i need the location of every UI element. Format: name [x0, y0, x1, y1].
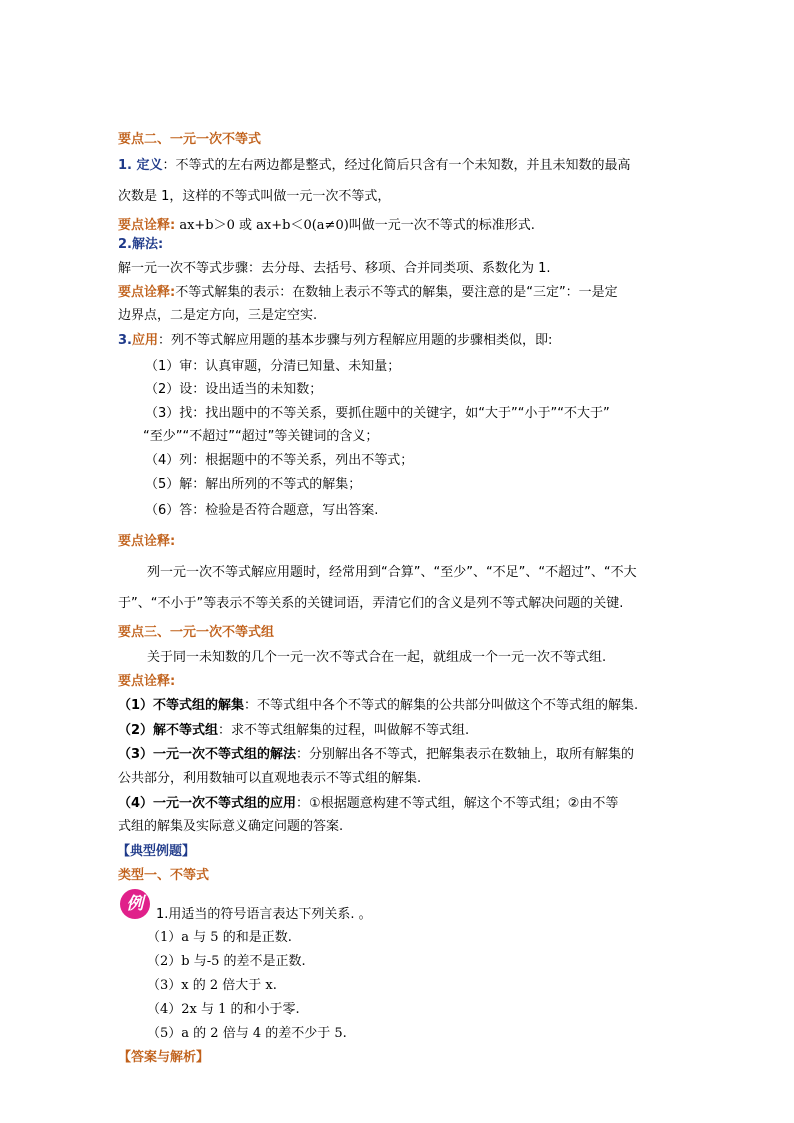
note-line — [118, 284, 618, 302]
note-item — [118, 795, 618, 813]
step-item: “至少”“不超过”“超过”等关键词的含义； — [143, 429, 379, 444]
step-item: （4）列：根据题中的不等关系，列出不等式； — [145, 453, 414, 468]
note-label: 要点诠释: — [118, 534, 176, 549]
note-item-text: ：分别解出各不等式，把解集表示在数轴上，取所有解集的 — [296, 747, 635, 762]
example-part: （3）x 的 2 倍大于 x. — [147, 978, 277, 993]
step-item: （5）解：解出所列的不等式的解集； — [145, 477, 362, 492]
note-item — [118, 746, 634, 764]
note-paragraph-line: 于”、“不小于”等表示不等关系的关键词语，弄清它们的含义是列不等式解决问题的关键. — [118, 596, 624, 611]
note-label: 要点诠释: — [118, 285, 176, 300]
note-item-label: （4）一元一次不等式组的应用 — [118, 796, 297, 811]
method-label: 2.解法: — [118, 237, 164, 252]
note-item — [118, 697, 638, 715]
definition-label: 1. 定义 — [118, 158, 163, 173]
note-text: ax+b＞0 或 ax+b＜0(a≠0)叫做一元一次不等式的标准形式. — [175, 218, 535, 233]
note-text-line-2: 边界点，二是定方向，三是定空实. — [118, 308, 318, 323]
note-item — [118, 722, 469, 740]
example-part: （5）a 的 2 倍与 4 的差不少于 5. — [147, 1026, 347, 1041]
example-type-heading: 类型一、不等式 — [118, 868, 210, 883]
application-text: ：列不等式解应用题的基本步骤与列方程解应用题的步骤相类似，即: — [158, 333, 553, 348]
example-part: （4）2x 与 1 的和小于零. — [147, 1002, 300, 1017]
step-item: （1）审：认真审题，分清已知量、未知量； — [145, 359, 401, 374]
note-item-label: （3）一元一次不等式组的解法 — [118, 747, 297, 762]
definition-text: ：不等式的左右两边都是整式，经过化简后只含有一个未知数，并且未知数的最高 — [162, 158, 631, 173]
example-question: 1.用适当的符号语言表达下列关系. 。 — [156, 907, 372, 922]
application-line — [118, 332, 552, 350]
note-text: 不等式解集的表示：在数轴上表示不等式的解集，要注意的是“三定”：一是定 — [175, 285, 618, 300]
note-item-continuation: 式组的解集及实际意义确定问题的答案. — [118, 819, 344, 834]
step-item: （6）答：检验是否符合题意，写出答案. — [145, 503, 379, 518]
application-number: 3. — [118, 333, 132, 348]
note-label: 要点诠释: — [118, 218, 176, 233]
application-label: 应用 — [131, 333, 158, 348]
example-part: （1）a 与 5 的和是正数. — [147, 930, 292, 945]
definition-line-2: 次数是 1，这样的不等式叫做一元一次不等式， — [118, 189, 391, 204]
answer-heading: 【答案与解析】 — [118, 1050, 210, 1065]
note-item-text: ：求不等式组解集的过程，叫做解不等式组. — [218, 723, 470, 738]
note-line — [118, 217, 535, 235]
note-paragraph-line: 列一元一次不等式解应用题时，经常用到“合算”、“至少”、“不足”、“不超过”、“不大 — [147, 565, 637, 580]
method-text: 解一元一次不等式步骤：去分母、去括号、移项、合并同类项、系数化为 1. — [118, 261, 551, 276]
note-item-text: ：①根据题意构建不等式组，解这个不等式组；②由不等 — [296, 796, 619, 811]
step-item: （3）找：找出题中的不等关系，要抓住题中的关键字，如“大于”“小于”“不大于” — [145, 406, 610, 421]
note-label: 要点诠释: — [118, 674, 176, 689]
note-item-label: （2）解不等式组 — [118, 723, 219, 738]
section-heading: 要点二、一元一次不等式 — [118, 132, 262, 147]
example-part: （2）b 与-5 的差不是正数. — [147, 954, 306, 969]
section-heading: 要点三、一元一次不等式组 — [118, 625, 275, 640]
note-item-continuation: 公共部分，利用数轴可以直观地表示不等式组的解集. — [118, 771, 422, 786]
examples-heading: 【典型例题】 — [117, 844, 196, 859]
section-intro: 关于同一未知数的几个一元一次不等式合在一起，就组成一个一元一次不等式组. — [147, 650, 607, 665]
example-badge-icon: 例 — [120, 889, 150, 919]
note-item-text: ：不等式组中各个不等式的解集的公共部分叫做这个不等式组的解集. — [244, 698, 639, 713]
note-item-label: （1）不等式组的解集 — [118, 698, 245, 713]
definition-line — [118, 157, 631, 175]
step-item: （2）设：设出适当的未知数； — [145, 382, 323, 397]
